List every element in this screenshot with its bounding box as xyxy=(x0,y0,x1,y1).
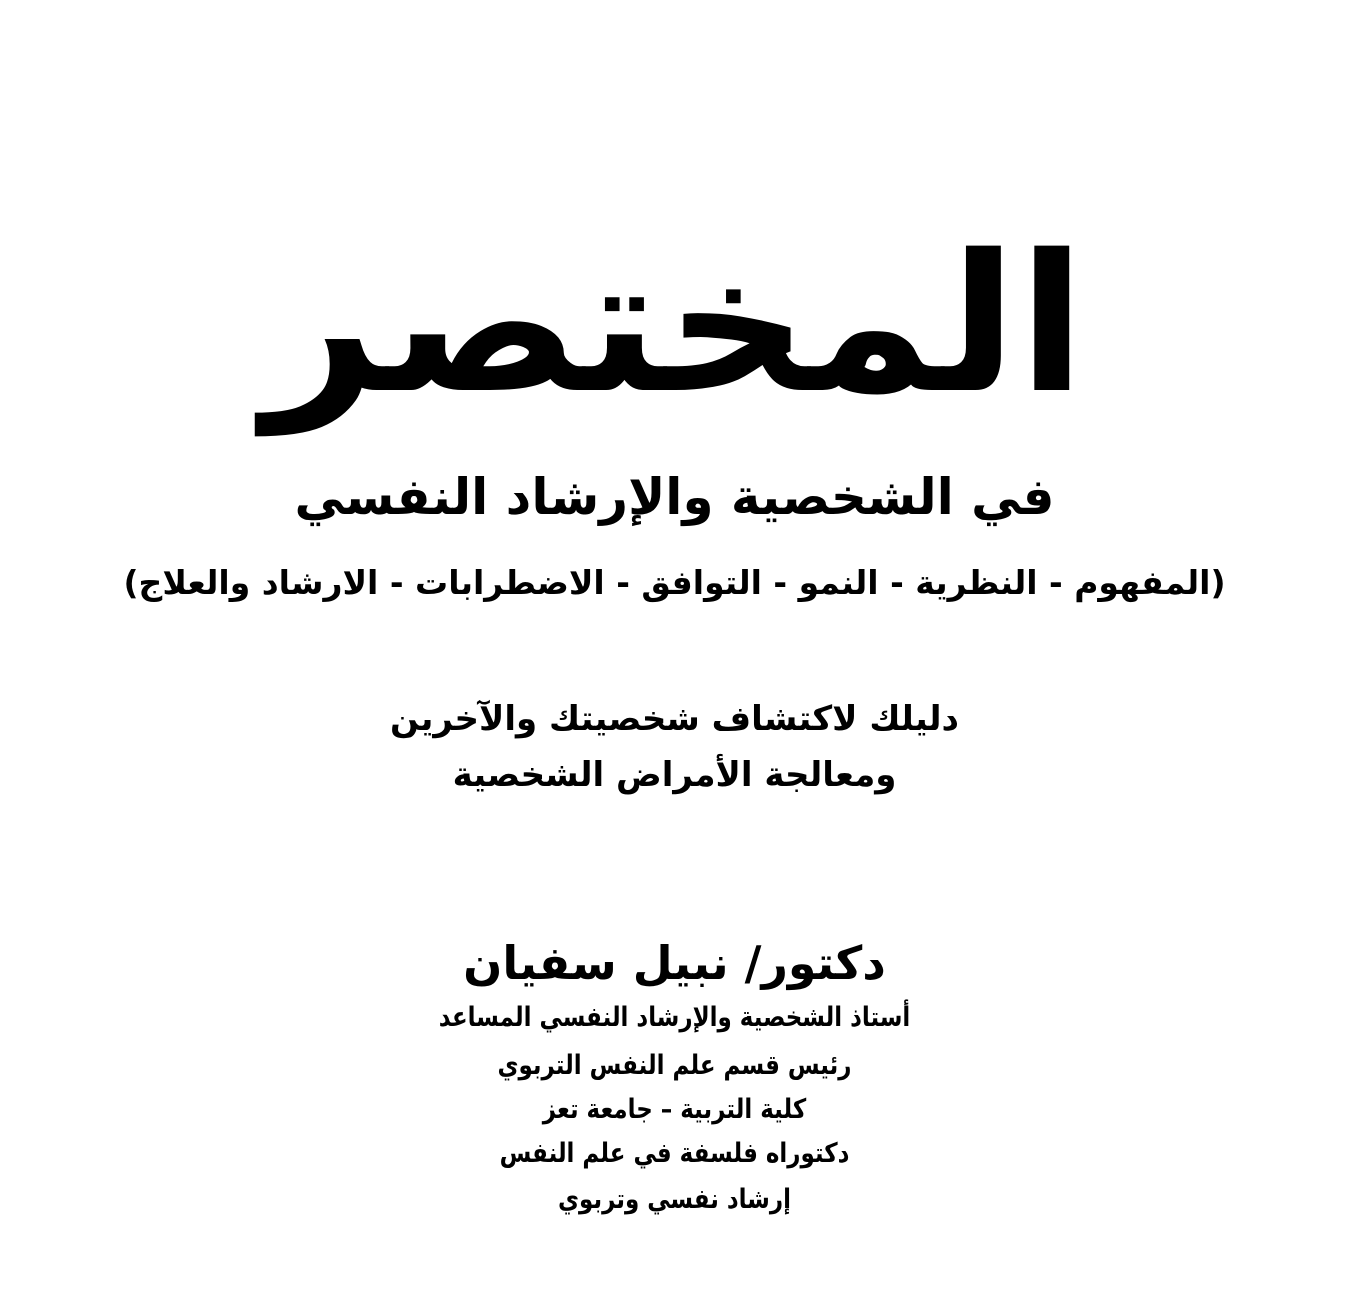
guide-line-1: دليلك لاكتشاف شخصيتك والآخرين xyxy=(390,699,959,739)
book-subtitle: في الشخصية والإرشاد النفسي xyxy=(294,468,1055,526)
author-name: دكتور/ نبيل سفيان xyxy=(463,936,886,990)
book-title: المختصر xyxy=(263,214,1086,435)
author-credential: دكتوراه فلسفة في علم النفس xyxy=(499,1138,850,1169)
guide-line-2: ومعالجة الأمراض الشخصية xyxy=(452,755,897,795)
author-credential: رئيس قسم علم النفس التربوي xyxy=(497,1050,852,1081)
book-topics: (المفهوم - النظرية - النمو - التوافق - الاضطرابات - الارشاد والعلاج) xyxy=(123,563,1226,602)
author-credential: كلية التربية – جامعة تعز xyxy=(542,1094,807,1125)
author-credential: أستاذ الشخصية والإرشاد النفسي المساعد xyxy=(438,1002,911,1033)
author-credential: إرشاد نفسي وتربوي xyxy=(558,1184,791,1215)
